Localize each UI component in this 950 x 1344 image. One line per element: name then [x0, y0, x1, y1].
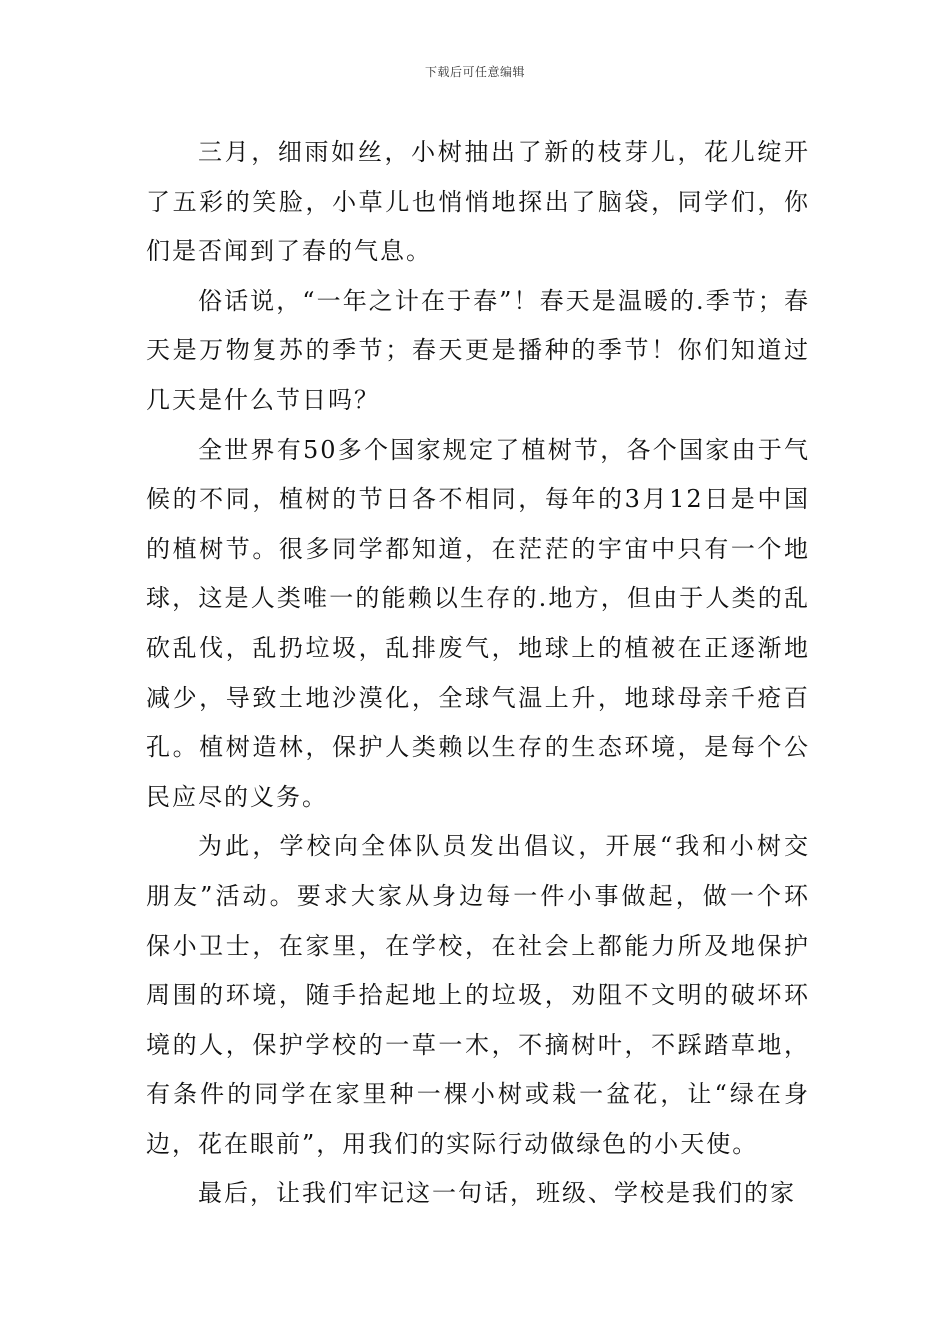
paragraph-proverb: 俗话说，“一年之计在于春”！春天是温暖的.季节；春天是万物复苏的季节；春天更是播种的季节！你们知道过几天是什么节日吗？ — [146, 286, 810, 414]
document-body — [146, 128, 810, 1219]
paragraph-arbor-day: 全世界有50多个国家规定了植树节，各个国家由于气候的不同，植树的节日各不相同，每年的3月12日是中国的植树节。很多同学都知道，在茫茫的宇宙中只有一个地球，这是人类唯一的能赖以生存的.地方，但由于人类的乱砍乱伐，乱扔垃圾，乱排废气，地球上的植被在正逐渐地减少，导致土地沙漠化，全球气温上升，地球母亲千疮百孔。植树造林，保护人类赖以生存的生态环境，是每个公民应尽的义务。 — [146, 435, 810, 811]
paragraph-spring-intro: 三月，细雨如丝，小树抽出了新的枝芽儿，花儿绽开了五彩的笑脸，小草儿也悄悄地探出了脑袋，同学们，你们是否闻到了春的气息。 — [146, 138, 810, 266]
paragraph-closing: 最后，让我们牢记这一句话，班级、学校是我们的家 — [198, 1179, 796, 1208]
paragraph-initiative: 为此，学校向全体队员发出倡议，开展“我和小树交朋友”活动。要求大家从身边每一件小事做起，做一个环保小卫士，在家里，在学校，在社会上都能力所及地保护周围的环境，随手拾起地上的垃圾，劝阻不文明的破坏环境的人，保护学校的一草一木，不摘树叶，不踩踏草地，有条件的同学在家里种一棵小树或栽一盆花，让“绿在身边，花在眼前”，用我们的实际行动做绿色的小天使。 — [146, 832, 810, 1158]
header-note: 下载后可任意编辑 — [424, 65, 525, 79]
